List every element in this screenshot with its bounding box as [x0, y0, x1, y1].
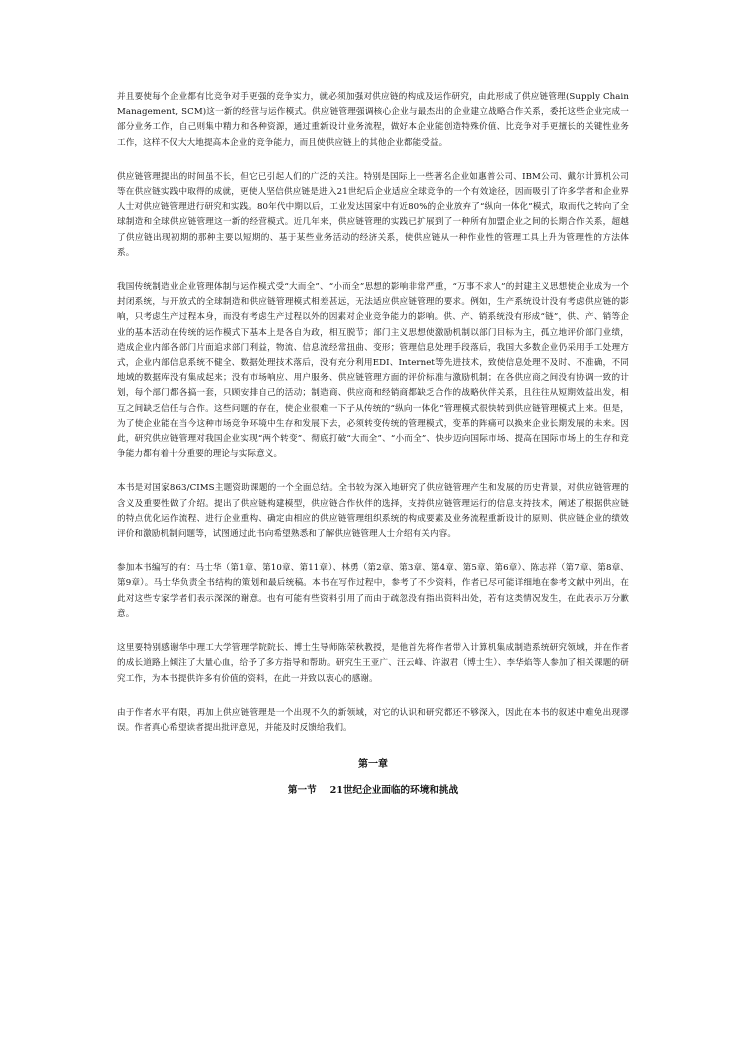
paragraph-3: 我国传统制造业企业管理体制与运作模式受“大而全”、“小而全”思想的影响非常严重，“万事不求人”的封建主义思想使企业成为一个封闭系统，与开放式的全球制造和供应链管理模式相差甚远，无法适应供应链管理的要求。例如，生产系统设计没有考虑供应链的影响，只考虑生产过程本身，而没有考虑生产过程以外的因素对企业竞争能力的影响。供、产、销系统没有形成“链”，供、产、销等企业的基本活动在传统的运作模式下基本上是各自为政，相互脱节；部门主义思想使激励机制以部门目标为主，孤立地评价部门业绩，造成企业内部各部门片面追求部门利益，物流、信息流经常扭曲、变形；管理信息处理手段落后，我国大多数企业仍采用手工处理方式，企业内部信息系统不健全、数据处理技术落后，没有充分利用EDI、Internet等先进技术，致使信息处理不及时、不准确，不同地域的数据库没有集成起来；没有市场响应、用户服务、供应链管理方面的评价标准与激励机制；在各供应商之间没有协调一致的计划，每个部门都各搞一套，只顾安排自己的活动；制造商、供应商和经销商都缺乏合作的战略伙伴关系，且往往从短期效益出发，相互之间缺乏信任与合作。这些问题的存在，使企业很难一下子从传统的“纵向一体化”管理模式很快转到供应链管理模式上来。但是，为了使企业能在当今这种市场竞争环境中生存和发展下去，必须转变传统的管理模式，变革的阵痛可以换来企业长期发展的未来。因此，研究供应链管理对我国企业实现“两个转变”、彻底打破“大而全”、“小而全”、快步迈向国际市场、提高在国际市场上的生存和竞争能力都有着十分重要的理论与实际意义。: [117, 282, 629, 460]
paragraph-7: 由于作者水平有限，再加上供应链管理是一个出现不久的新领域，对它的认识和研究都还不够深入，因此在本书的叙述中难免出现谬误。作者真心希望读者提出批评意见，并能及时反馈给我们。: [117, 707, 629, 733]
document-page: [117, 90, 632, 797]
section-title: 第一节 21世纪企业面临的环境和挑战: [287, 785, 459, 797]
paragraph-5: 参加本书编写的有：马士华（第1章、第10章、第11章）、林勇（第2章、第3章、第4章、第5章、第6章）、陈志祥（第7章、第8章、第9章）。马士华负责全书结构的策划和最后统稿。本书在写作过程中，参考了不少资料，作者已尽可能详细地在参考文献中列出，在此对这些专家学者们表示深深的谢意。也有可能有些资料引用了而由于疏忽没有指出资料出处，若有这类情况发生，在此表示万分歉意。: [117, 563, 629, 619]
chapter-title: 第一章: [358, 759, 388, 771]
paragraph-6: 这里要特别感谢华中理工大学管理学院院长、博士生导师陈荣秋教授，是他首先将作者带入计算机集成制造系统研究领域，并在作者的成长道路上倾注了大量心血，给予了多方指导和帮助。研究生王亚广、汪云峰、许淑君（博士生）、李华焰等人参加了相关课题的研究工作，为本书提供许多有价值的资料，在此一并致以衷心的感谢。: [117, 643, 629, 684]
paragraph-4: 本书是对国家863/CIMS主题资助课题的一个全面总结。全书较为深入地研究了供应链管理产生和发展的历史背景，对供应链管理的含义及重要性做了介绍。提出了供应链构建模型，供应链合作伙伴的选择，支持供应链管理运行的信息支持技术，阐述了根据供应链的特点优化运作流程、进行企业重构、确定由相应的供应链管理组织系统的构成要素及业务流程重新设计的原则、供应链企业的绩效评价和激励机制问题等，试图通过此书向希望熟悉和了解供应链管理人士介绍有关内容。: [117, 483, 629, 540]
paragraph-1: 并且要使每个企业都有比竞争对手更强的竞争实力，就必须加强对供应链的构成及运作研究，由此形成了供应链管理(Supply Chain Management, SCM)这一新的经营与运作模式。供应链管理强调核心企业与最杰出的企业建立战略合作关系，委托这些企业完成一部分业务工作，自己则集中精力和各种资源，通过重新设计业务流程，做好本企业能创造特殊价值、比竞争对手更擅长的关键性业务工作，这样不仅大大地提高本企业的竞争能力，而且使供应链上的其他企业都能受益。: [117, 92, 632, 148]
paragraph-2: 供应链管理提出的时间虽不长，但它已引起人们的广泛的关注。特别是国际上一些著名企业如惠普公司、IBM公司、戴尔计算机公司等在供应链实践中取得的成就，更使人坚信供应链是进入21世纪后企业适应全球竞争的一个有效途径，因而吸引了许多学者和企业界人士对供应链管理进行研究和实践。80年代中期以后，工业发达国家中有近80%的企业放弃了“纵向一体化”模式，取而代之转向了全球制造和全球供应链管理这一新的经营模式。近几年来，供应链管理的实践已扩展到了一种所有加盟企业之间的长期合作关系，超越了供应链出现初期的那种主要以短期的、基于某些业务活动的经济关系，使供应链从一种作业性的管理工具上升为管理性的方法体系。: [117, 171, 629, 258]
